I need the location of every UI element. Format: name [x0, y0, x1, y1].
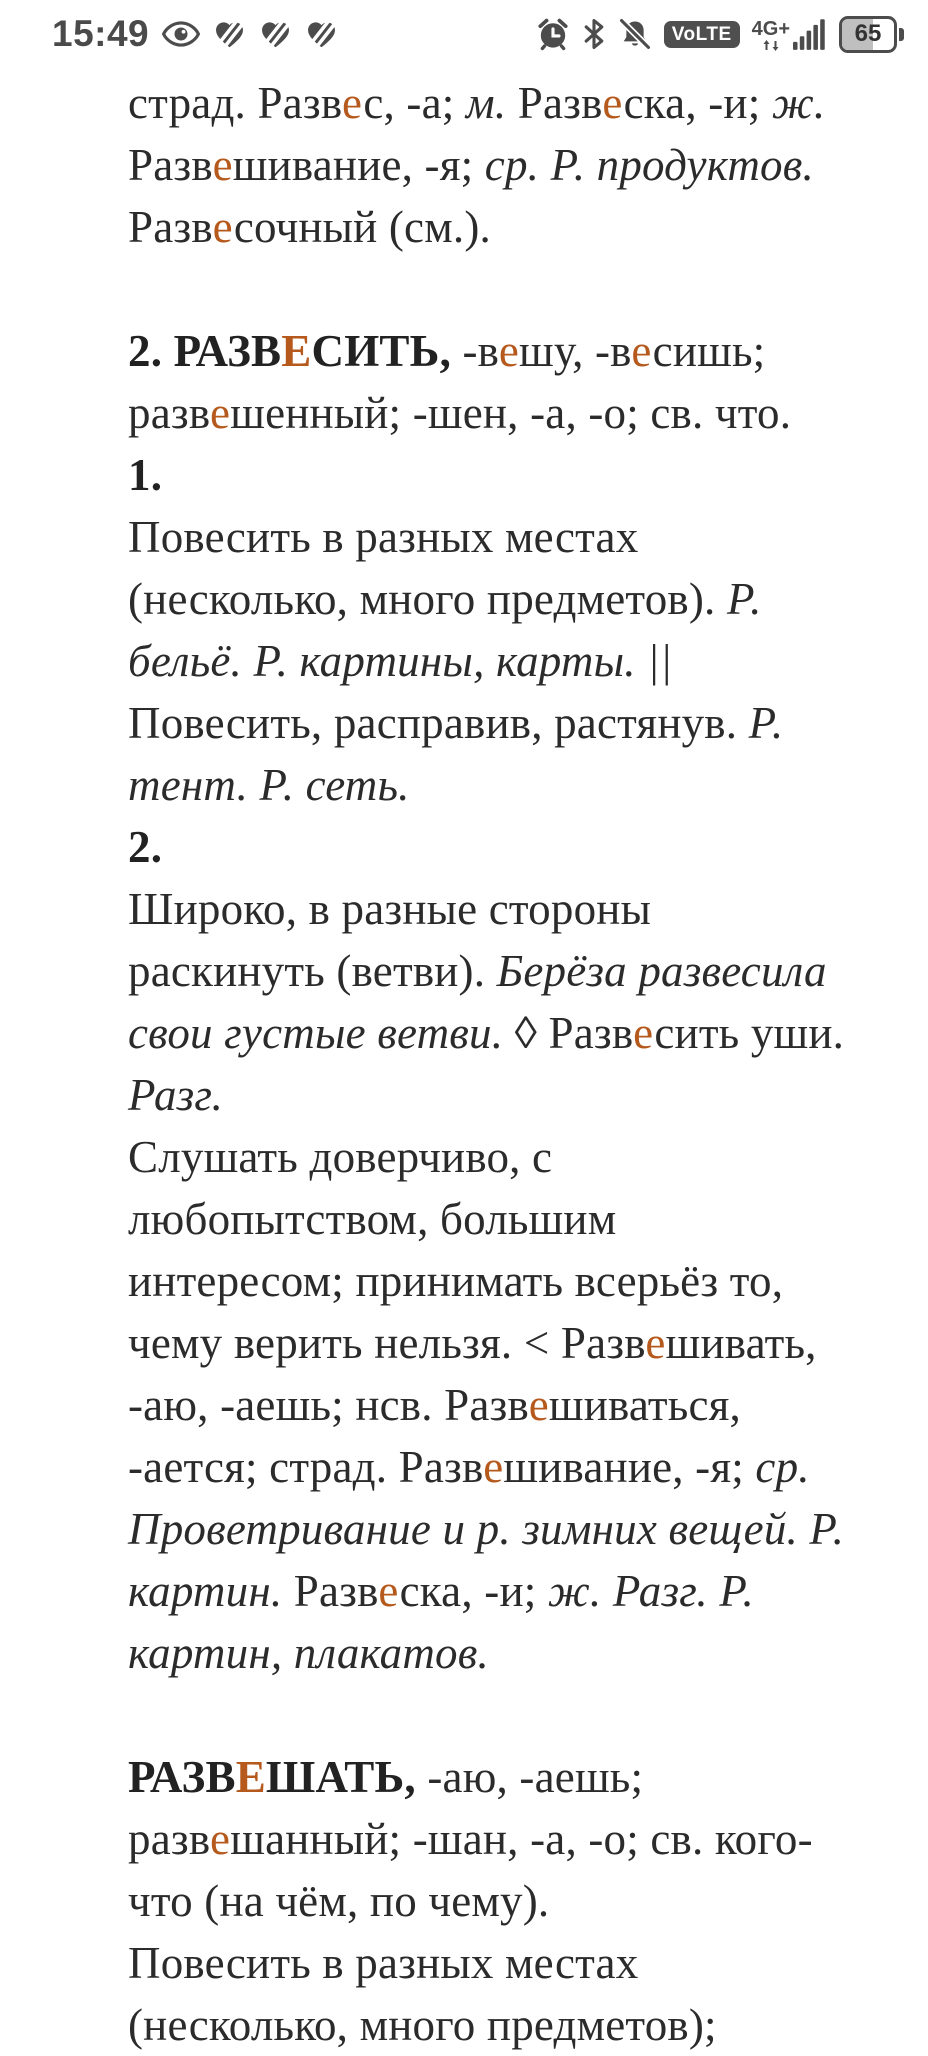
text-segment: сишь; [652, 326, 766, 376]
text-segment: разв [128, 1814, 211, 1864]
text-line [128, 568, 900, 630]
status-bar-right [536, 16, 904, 53]
text-segment: шенный; -шен, -а, -о; св. что. [230, 388, 792, 438]
text-segment: Повесить в разных местах [128, 1938, 639, 1988]
text-segment: е [633, 1008, 655, 1058]
text-line [128, 630, 900, 692]
text-segment: (несколько, много предметов). [128, 574, 727, 624]
text-segment: любопытством, большим [128, 1194, 617, 1244]
text-line [128, 444, 900, 506]
text-segment: -в [462, 326, 499, 376]
battery-percent: 65 [854, 20, 882, 47]
status-time: 15:49 [52, 13, 150, 54]
text-segment: Е [281, 326, 312, 376]
text-segment: Слушать доверчиво, с [128, 1132, 553, 1182]
dictionary-text[interactable] [0, 62, 928, 2056]
text-segment: е [378, 1566, 400, 1616]
text-segment: раскинуть (ветви). [128, 946, 497, 996]
text-segment: шиваться, [548, 1380, 741, 1430]
text-line [128, 1498, 900, 1560]
text-line [128, 1684, 900, 1746]
status-bar [0, 0, 928, 62]
text-segment: Е [235, 1752, 266, 1802]
battery-icon [839, 16, 904, 53]
text-segment: е [212, 202, 234, 252]
network-indicator [752, 17, 827, 51]
text-line [128, 1560, 900, 1622]
network-type-label: 4G+ [751, 18, 790, 40]
text-line [128, 134, 900, 196]
text-segment: свои густые ветви. [128, 1008, 515, 1058]
text-segment: е [602, 78, 624, 128]
text-segment: е [212, 140, 233, 190]
text-segment: Разв [293, 1566, 379, 1616]
text-segment: ср. Р. продуктов. [484, 140, 814, 190]
text-line [128, 816, 900, 878]
text-segment: Разв [517, 78, 603, 128]
text-line [128, 320, 900, 382]
text-segment: Р. [726, 574, 762, 624]
text-line [128, 1126, 900, 1188]
text-segment: м. [465, 78, 518, 128]
text-segment: ж. Разг. Р. [547, 1566, 754, 1616]
text-segment: е [498, 326, 520, 376]
text-segment: ◊ Разв [514, 1008, 634, 1058]
heart-notification-icon [259, 18, 292, 51]
text-segment: Р. [748, 698, 784, 748]
text-line [128, 1002, 900, 1064]
volte-badge: VoLTE [664, 21, 740, 48]
text-segment: чему верить нельзя. < Разв [128, 1318, 646, 1368]
bell-muted-icon [618, 17, 652, 51]
text-line [128, 1994, 900, 2056]
text-line [128, 1250, 900, 1312]
text-segment: 1. [128, 450, 163, 500]
status-bar-left [52, 13, 338, 55]
text-line [128, 1374, 900, 1436]
text-line [128, 1188, 900, 1250]
text-segment: сить уши. [654, 1008, 845, 1058]
text-segment: -аю, -аешь; нсв. Разв [128, 1380, 529, 1430]
text-line [128, 940, 900, 1002]
text-segment: шивание, -я; [503, 1442, 756, 1492]
eye-icon [162, 19, 200, 49]
text-segment: Разв [128, 202, 213, 252]
text-segment: е [210, 388, 231, 438]
text-segment: е [210, 1814, 231, 1864]
text-segment: -аю, -аешь; [427, 1752, 644, 1802]
text-segment: интересом; принимать всерьёз то, [128, 1256, 784, 1306]
text-segment: Широко, в разные стороны [128, 884, 652, 934]
text-segment: тент. Р. сеть. [128, 760, 410, 810]
text-segment: Проветривание и р. зимних вещей. Р. [128, 1504, 845, 1554]
text-segment: что (на чём, по чему). [128, 1876, 550, 1926]
battery-nub [899, 28, 904, 41]
heart-notification-icon [213, 18, 246, 51]
text-segment: ж. [771, 78, 826, 128]
text-line [128, 506, 900, 568]
text-segment: Разг. [128, 1070, 224, 1120]
text-line [128, 1932, 900, 1994]
text-segment: Повесить в разных местах [128, 512, 639, 562]
signal-bars-icon [793, 17, 827, 51]
text-segment: картин. [128, 1566, 294, 1616]
text-line [128, 754, 900, 816]
text-segment: шивать, [665, 1318, 817, 1368]
heart-notification-icon [305, 18, 338, 51]
text-segment: Разв [128, 140, 213, 190]
alarm-clock-icon [536, 17, 570, 51]
text-segment: бельё. Р. картины, карты. || [128, 636, 673, 686]
text-line [128, 1746, 900, 1808]
bluetooth-icon [582, 17, 606, 51]
text-segment: ШАТЬ, [265, 1752, 428, 1802]
text-line [128, 692, 900, 754]
text-segment: шивание, -я; [232, 140, 485, 190]
text-segment: е [342, 78, 364, 128]
text-segment: (несколько, много предметов); [128, 2000, 717, 2050]
text-line [128, 196, 900, 258]
text-segment: ср. [755, 1442, 810, 1492]
text-line [128, 382, 900, 444]
text-line [128, 1870, 900, 1932]
text-segment: с, -а; [363, 78, 466, 128]
text-segment: ска, -и; [399, 1566, 548, 1616]
text-segment: Берёза развесила [496, 946, 827, 996]
text-segment: РАЗВ [128, 1752, 236, 1802]
text-segment: е [645, 1318, 666, 1368]
text-line [128, 1312, 900, 1374]
text-segment: картин, плакатов. [128, 1628, 489, 1678]
text-segment: сочный (см.). [233, 202, 491, 252]
text-segment: Повесить, расправив, растянув. [128, 698, 749, 748]
text-segment: 2. [128, 822, 163, 872]
text-line [128, 1436, 900, 1498]
text-line [128, 878, 900, 940]
text-line [128, 258, 900, 320]
text-line [128, 72, 900, 134]
text-line [128, 1622, 900, 1684]
text-segment: СИТЬ, [311, 326, 463, 376]
text-segment: ска, -и; [623, 78, 772, 128]
text-segment: шанный; -шан, -а, -о; св. кого- [230, 1814, 813, 1864]
text-segment: -ается; страд. Разв [128, 1442, 484, 1492]
text-segment: разв [128, 388, 211, 438]
text-line [128, 1808, 900, 1870]
text-segment: страд. Разв [128, 78, 343, 128]
text-segment: е [528, 1380, 549, 1430]
text-segment: 2. РАЗВ [128, 326, 282, 376]
text-segment: шу, -в [519, 326, 632, 376]
text-segment: е [483, 1442, 504, 1492]
text-segment: е [631, 326, 653, 376]
data-arrows-icon [762, 40, 780, 51]
text-line [128, 1064, 900, 1126]
